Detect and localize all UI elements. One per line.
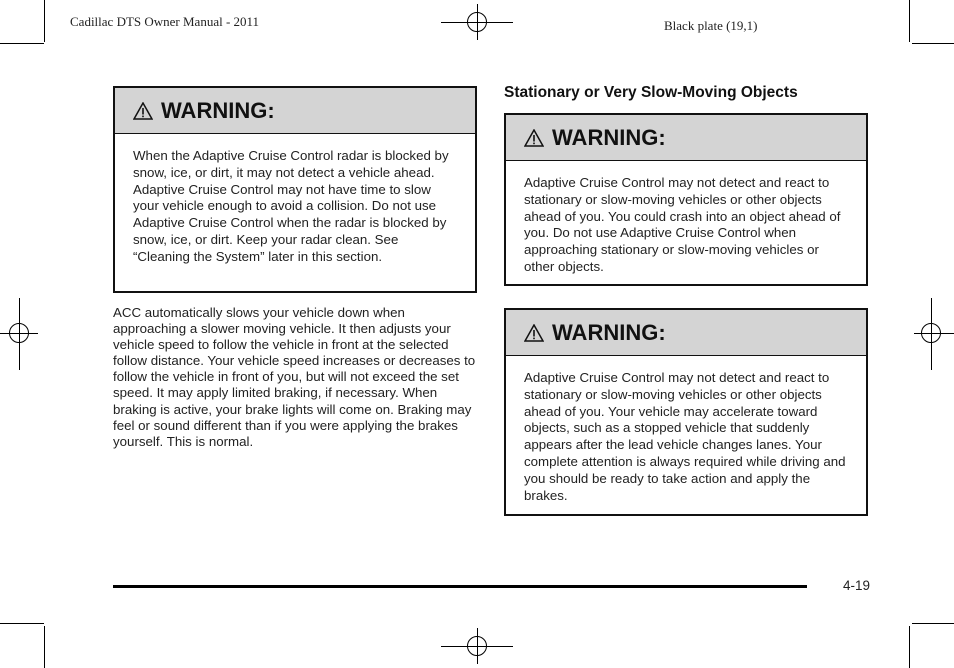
warning-text: Adaptive Cruise Control may not detect and react to stationary or slow-moving vehicles or other objects ahead of you. You could crash into an object ahead of you. Do not use Adaptive Cruise Control when approaching stationary or slow-moving vehicles or other objects. (524, 175, 841, 274)
warning-triangle-icon (524, 129, 544, 147)
header-title: Cadillac DTS Owner Manual - 2011 (70, 14, 260, 29)
crop-mark (909, 626, 910, 668)
warning-triangle-icon (524, 324, 544, 342)
warning-box (113, 86, 477, 293)
crop-mark (0, 623, 44, 624)
crop-mark (909, 0, 910, 42)
footer-rule (113, 585, 807, 588)
warning-header (115, 88, 475, 134)
warning-box (504, 113, 868, 286)
warning-text: When the Adaptive Cruise Control radar is blocked by snow, ice, or dirt, it may not detect a vehicle ahead. Adaptive Cruise Control may not have time to slow your vehicle enough to avoid a collision. Do not use Adaptive Cruise Control when the radar is blocked by snow, ice, or dirt. Keep your radar clean. See “Cleaning the System” later in this section. (133, 148, 449, 264)
crop-mark (912, 43, 954, 44)
section-heading: Stationary or Very Slow-Moving Objects (504, 84, 798, 101)
warning-text: Adaptive Cruise Control may not detect and react to stationary or slow-moving vehicles or other objects ahead of you. Your vehicle may accelerate toward objects, such as a stopped vehicle that suddenly appears after the lead vehicle changes lanes. Your complete attention is always required while driving and you should be ready to take action and apply the brakes. (524, 370, 846, 503)
body-paragraph: ACC automatically slows your vehicle down when approaching a slower moving vehicle. It then adjusts your vehicle speed to follow the vehicle in front at the selected follow distance. Your vehicle speed increases or decreases to follow the vehicle in front of you, but will not exceed the set speed. It may apply limited braking, if necessary. When braking is active, your brake lights will come on. Braking may feel or sound different than if you were applying the brakes yourself. This is normal. (113, 305, 476, 449)
warning-header (506, 115, 866, 161)
warning-box (504, 308, 868, 516)
page-number: 4-19 (843, 578, 871, 593)
header-plate: Black plate (19,1) (664, 18, 758, 33)
crop-mark (44, 626, 45, 668)
warning-title: WARNING: (552, 319, 666, 345)
warning-title: WARNING: (161, 97, 275, 123)
warning-header (506, 310, 866, 356)
warning-title: WARNING: (552, 124, 666, 150)
crop-mark (44, 0, 45, 42)
crop-mark (0, 43, 44, 44)
warning-triangle-icon (133, 102, 153, 120)
crop-mark (912, 623, 954, 624)
